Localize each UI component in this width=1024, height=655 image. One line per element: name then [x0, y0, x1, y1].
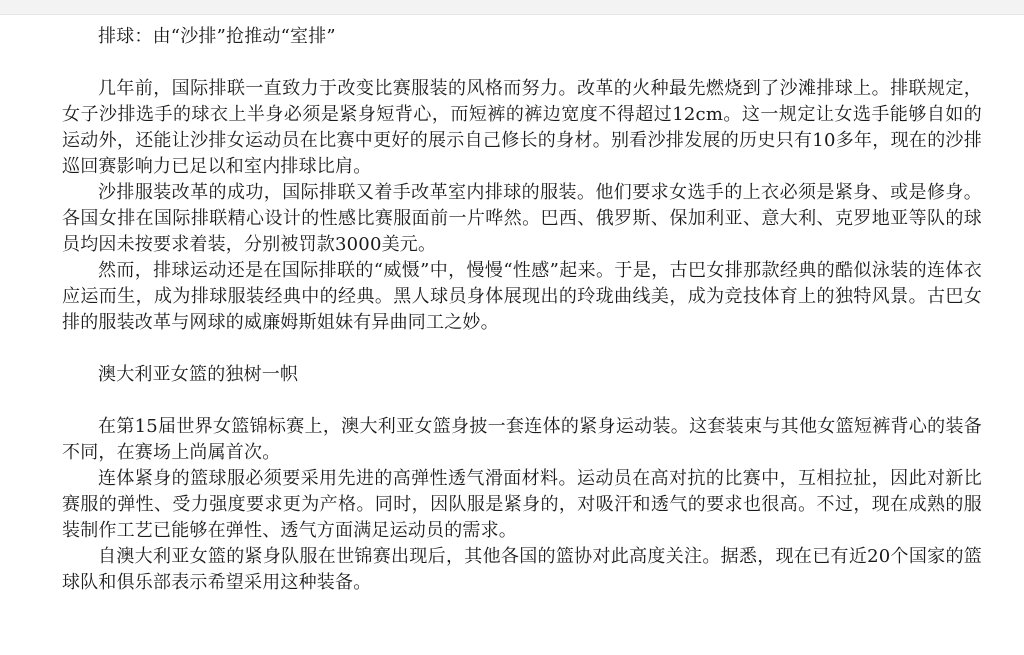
paragraph: 自澳大利亚女篮的紧身队服在世锦赛出现后，其他各国的篮协对此高度关注。据悉，现在已有近20个国家的篮球队和俱乐部表示希望采用这种装备。	[62, 546, 982, 593]
paragraph: 然而，排球运动还是在国际排联的“威慑”中，慢慢“性感”起来。于是，古巴女排那款经典的酷似泳装的连体衣应运而生，成为排球服装经典中的经典。黑人球员身体展现出的玲珑曲线美，成为竞技体育上的独特风景。古巴女排的服装改革与网球的威廉姆斯姐妹有异曲同工之妙。	[62, 260, 982, 333]
section-heading-volleyball: 排球：由“沙排”抢推动“室排”	[98, 26, 336, 47]
paragraph: 在第15届世界女篮锦标赛上，澳大利亚女篮身披一套连体的紧身运动装。这套装束与其他女篮短裤背心的装备不同，在赛场上尚属首次。	[62, 416, 982, 463]
section-heading-basketball: 澳大利亚女篮的独树一帜	[98, 364, 299, 385]
paragraph: 沙排服装改革的成功，国际排联又着手改革室内排球的服装。他们要求女选手的上衣必须是紧身、或是修身。各国女排在国际排联精心设计的性感比赛服面前一片哗然。巴西、俄罗斯、保加利亚、意大利、克罗地亚等队的球员均因未按要求着装，分别被罚款3000美元。	[62, 182, 982, 255]
blank-line	[62, 388, 982, 414]
top-toolbar-strip	[0, 0, 1024, 15]
blank-line	[62, 336, 982, 362]
blank-line	[62, 50, 982, 76]
paragraph: 连体紧身的篮球服必须要采用先进的高弹性透气滑面材料。运动员在高对抗的比赛中，互相拉扯，因此对新比赛服的弹性、受力强度要求更为产格。同时，因队服是紧身的，对吸汗和透气的要求也很高。不过，现在成熟的服装制作工艺已能够在弹性、透气方面满足运动员的需求。	[62, 468, 982, 541]
paragraph: 几年前，国际排联一直致力于改变比赛服装的风格而努力。改革的火种最先燃烧到了沙滩排球上。排联规定，女子沙排选手的球衣上半身必须是紧身短背心，而短裤的裤边宽度不得超过12cm。这一规定让女选手能够自如的运动外，还能让沙排女运动员在比赛中更好的展示自己修长的身材。别看沙排发展的历史只有10多年，现在的沙排巡回赛影响力已足以和室内排球比肩。	[62, 78, 982, 177]
document-body	[62, 24, 982, 596]
